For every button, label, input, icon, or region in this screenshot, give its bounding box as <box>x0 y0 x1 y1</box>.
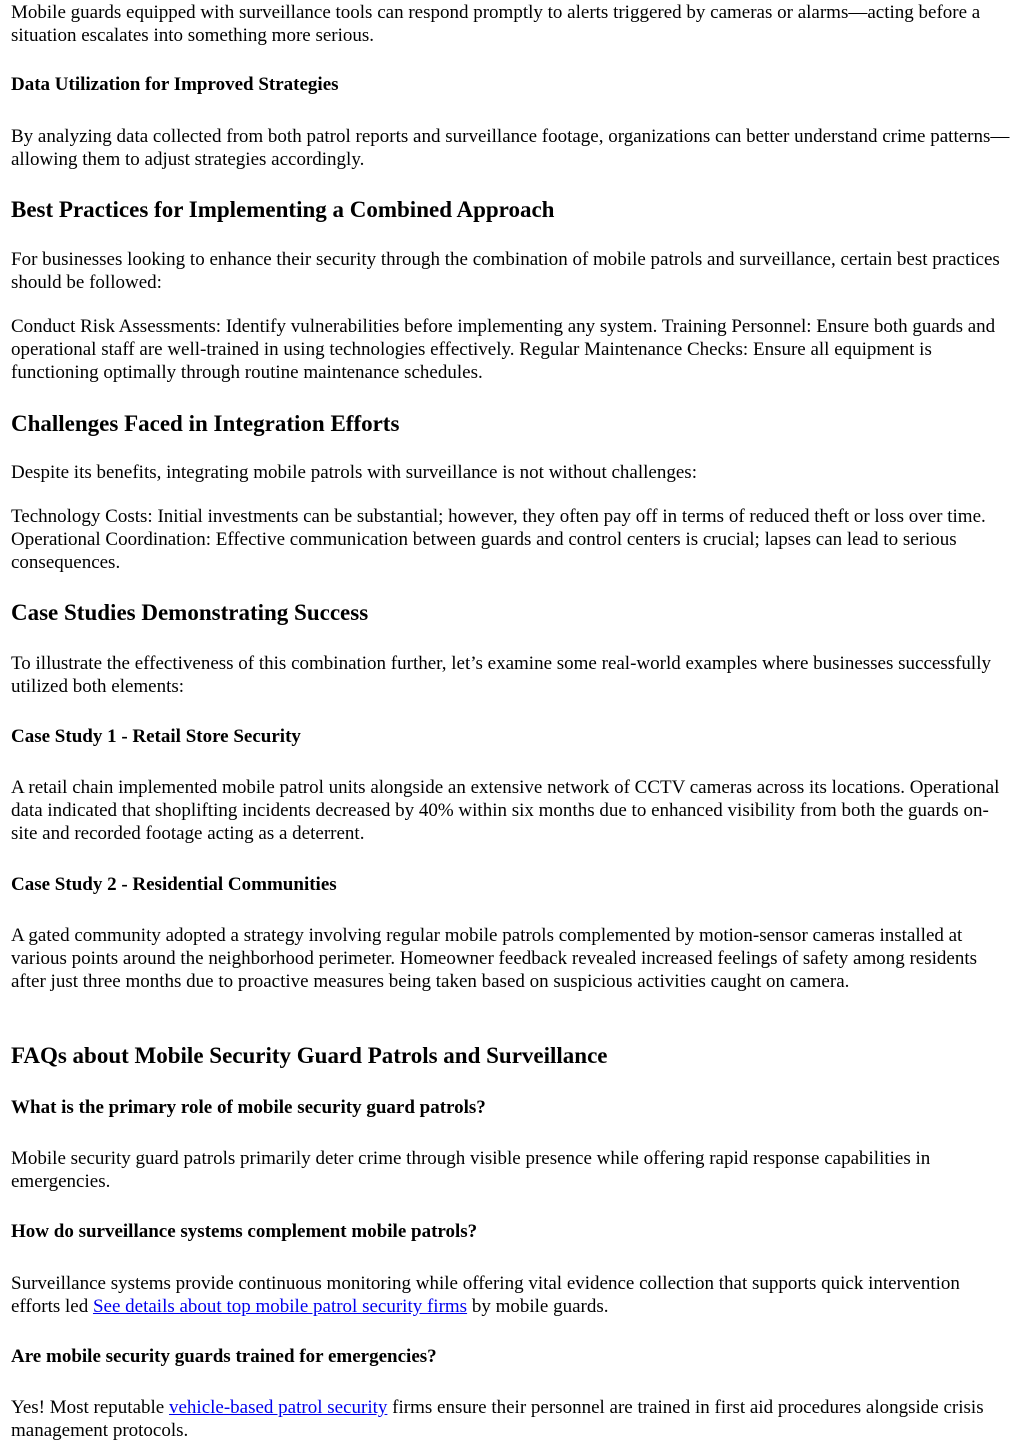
case-studies-paragraph: To illustrate the effectiveness of this combination further, let’s examine some real-world examples where businesses successfully utilized both elements: <box>11 653 991 697</box>
best-practices-heading: Best Practices for Implementing a Combined Approach <box>11 197 555 222</box>
case-study-1-paragraph: A retail chain implemented mobile patrol units alongside an extensive network of CCTV cameras across its locations. Operational data indicated that shoplifting incidents decreased by 40% within six months due to enhanced visibility from both the guards on-site and recorded footage acting as a deterrent. <box>11 777 1000 844</box>
best-practices-paragraph-2: Conduct Risk Assessments: Identify vulnerabilities before implementing any system. Training Personnel: Ensure both guards and operational staff are well-trained in using technologies effectively. Regular Maintenance Checks: Ensure all equipment is functioning optimally through routine maintenance schedules. <box>11 316 996 383</box>
faq-2-question: How do surveillance systems complement mobile patrols? <box>11 1221 478 1242</box>
case-studies-heading: Case Studies Demonstrating Success <box>11 600 369 625</box>
faq-3-answer <box>11 1396 1013 1442</box>
data-utilization-heading: Data Utilization for Improved Strategies <box>11 74 339 95</box>
intro-paragraph: Mobile guards equipped with surveillance tools can respond promptly to alerts triggered by cameras or alarms—acting before a situation escalates into something more serious. <box>11 2 981 46</box>
faq-1-answer: Mobile security guard patrols primarily deter crime through visible presence while offering rapid response capabilities in emergencies. <box>11 1148 931 1192</box>
faq-heading: FAQs about Mobile Security Guard Patrols and Surveillance <box>11 1043 608 1068</box>
challenges-paragraph-2: Technology Costs: Initial investments can be substantial; however, they often pay off in terms of reduced theft or loss over time. Operational Coordination: Effective communication between guards and control centers is crucial; lapses can lead to serious consequences. <box>11 506 986 573</box>
faq-2-answer-text-before: Surveillance systems provide continuous monitoring while offering vital evidence collection that supports quick intervention efforts led <box>11 1273 960 1317</box>
best-practices-paragraph-1: For businesses looking to enhance their security through the combination of mobile patrols and surveillance, certain best practices should be followed: <box>11 249 1000 293</box>
case-study-1-heading: Case Study 1 - Retail Store Security <box>11 726 301 747</box>
faq-3-question: Are mobile security guards trained for emergencies? <box>11 1346 437 1367</box>
faq-1-question: What is the primary role of mobile security guard patrols? <box>11 1097 486 1118</box>
faq-2-answer-text-after: by mobile guards. <box>467 1296 609 1317</box>
case-study-2-heading: Case Study 2 - Residential Communities <box>11 874 337 895</box>
faq-2-answer <box>11 1272 1013 1318</box>
faq-3-answer-text-before: Yes! Most reputable <box>11 1397 169 1418</box>
challenges-heading: Challenges Faced in Integration Efforts <box>11 411 400 436</box>
faq-3-answer-text-after: firms ensure their personnel are trained in first aid procedures alongside crisis management protocols. <box>11 1397 984 1441</box>
case-study-2-paragraph: A gated community adopted a strategy involving regular mobile patrols complemented by motion-sensor cameras installed at various points around the neighborhood perimeter. Homeowner feedback revealed increased feelings of safety among residents after just three months due to proactive measures being taken based on suspicious activities caught on camera. <box>11 925 978 992</box>
data-utilization-paragraph: By analyzing data collected from both patrol reports and surveillance footage, organizations can better understand crime patterns—allowing them to adjust strategies accordingly. <box>11 126 1010 170</box>
top-mobile-patrol-firms-link[interactable]: See details about top mobile patrol security firms <box>92 1296 468 1317</box>
challenges-paragraph-1: Despite its benefits, integrating mobile patrols with surveillance is not without challenges: <box>11 462 697 483</box>
vehicle-based-patrol-security-link[interactable]: vehicle-based patrol security <box>168 1397 388 1418</box>
